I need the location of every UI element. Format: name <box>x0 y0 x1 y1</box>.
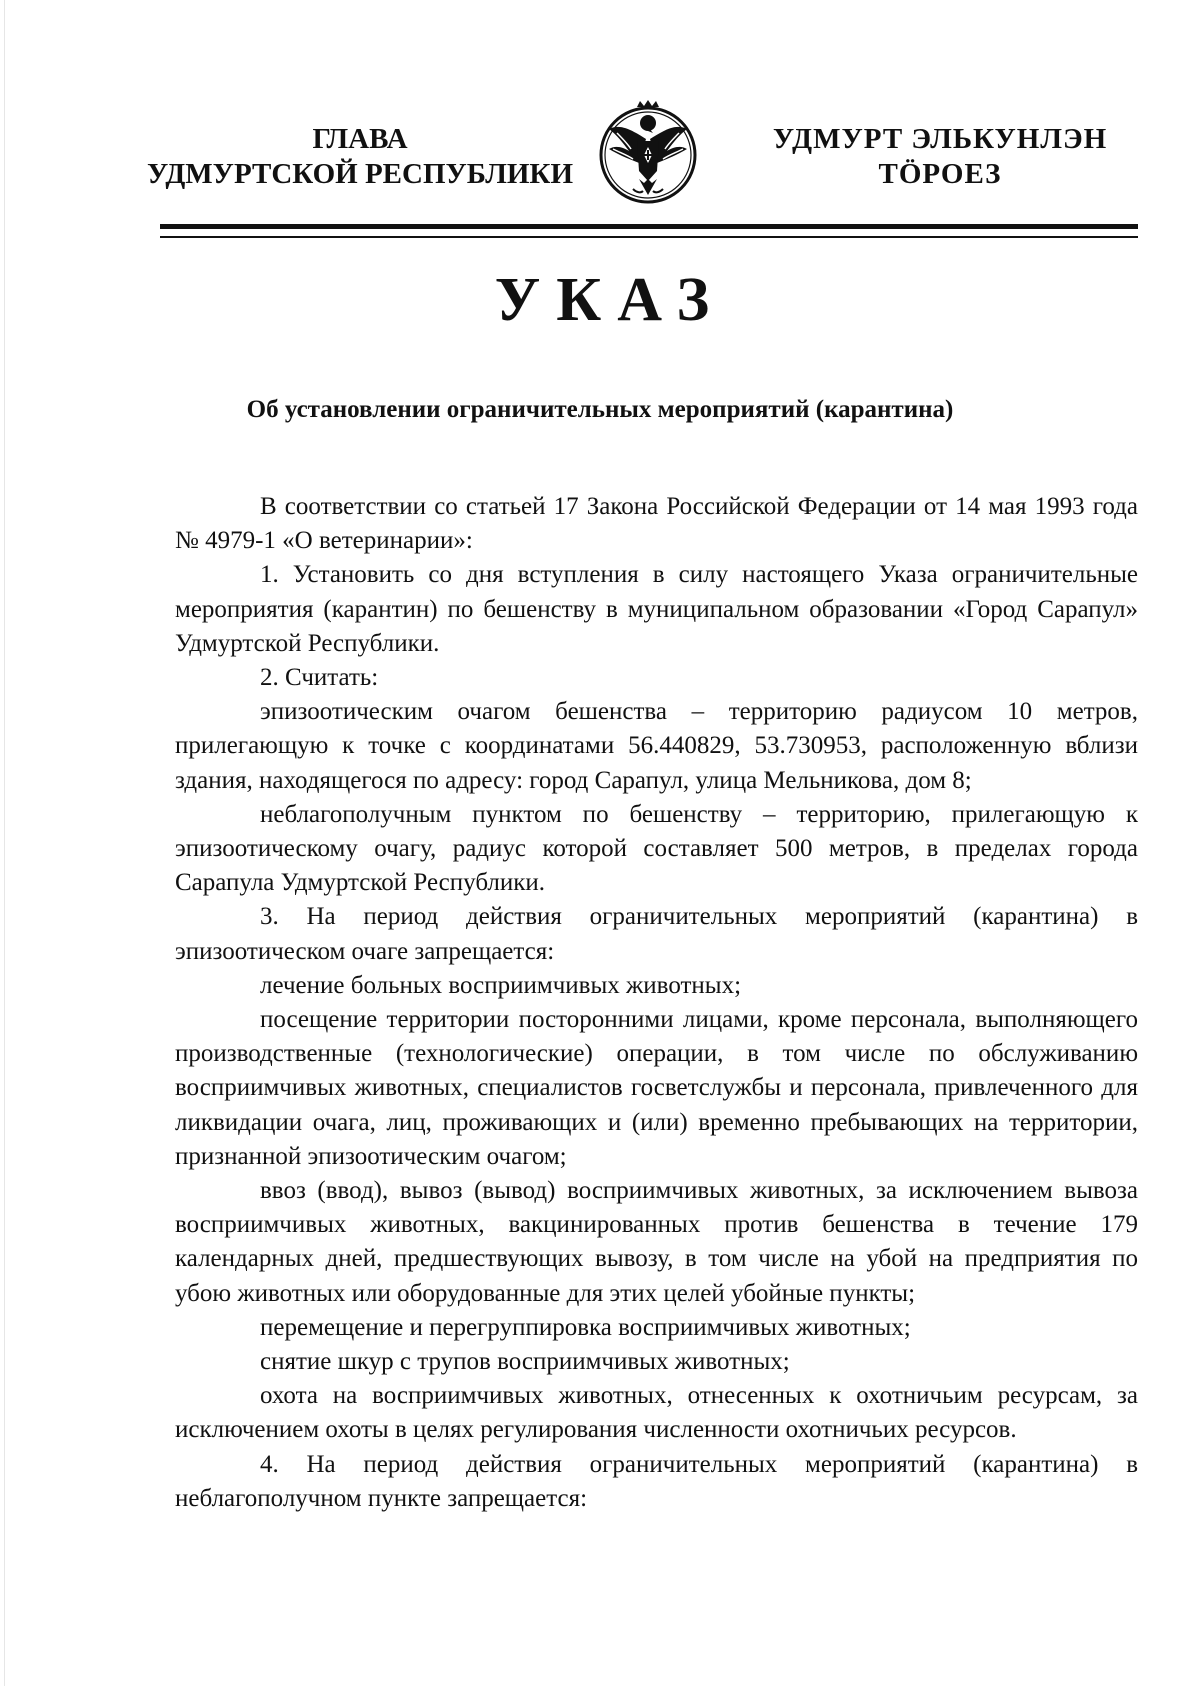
scan-edge-line <box>4 0 5 1686</box>
header-rule-thin <box>160 236 1138 238</box>
body-paragraph: В соответствии со статьей 17 Закона Российской Федерации от 14 мая 1993 года № 4979-1 «О ветеринарии»: <box>175 493 1138 555</box>
body-paragraph: перемещение и перегруппировка восприимчивых животных; <box>260 1313 911 1341</box>
body-paragraph: неблагополучным пунктом по бешенству – территорию, прилегающую к эпизоотическому очагу, радиус которой составляет 500 метров, в пределах города Сарапула Удмуртской Республики. <box>175 800 1138 897</box>
body-paragraph: посещение территории посторонними лицами, кроме персонала, выполняющего производственные (технологические) операции, в том числе по обслуживанию восприимчивых животных, специалистов госветслужбы и персонала, привлеченного для ликвидации очага, лиц, проживающих и (или) временно пребывающих на территории, признанной эпизоотическим очагом; <box>175 1006 1138 1170</box>
body-paragraph: 3. На период действия ограничительных мероприятий (карантина) в эпизоотическом очаге запрещается: <box>175 903 1138 965</box>
header-left-block <box>140 122 580 192</box>
body-paragraph: лечение больных восприимчивых животных; <box>260 971 742 999</box>
body-paragraph: эпизоотическим очагом бешенства – территорию радиусом 10 метров, прилегающую к точке с координатами 56.440829, 53.730953, расположенную вблизи здания, находящегося по адресу: город Сарапул, улица Мельникова, дом 8; <box>175 698 1138 794</box>
document-subject: Об установлении ограничительных мероприятий (карантина) <box>246 396 954 423</box>
body-paragraph: 2. Считать: <box>260 664 379 692</box>
header-rule-thick <box>160 224 1138 229</box>
header-right-line2: ТӦРОЕЗ <box>878 158 1002 190</box>
document-body <box>175 490 1138 1516</box>
document-title: УКАЗ <box>494 266 726 334</box>
body-paragraph: ввоз (ввод), вывоз (вывод) восприимчивых животных, за исключением вывоза восприимчивых животных, вакцинированных против бешенства в течение 179 календарных дней, предшествующих вывозу, в том числе на убой на предприятия по убою животных или оборудованные для этих целей убойные пункты; <box>175 1177 1138 1307</box>
header-left-line1: ГЛАВА <box>312 123 408 155</box>
udmurt-coat-of-arms-icon <box>593 99 703 207</box>
body-paragraph: снятие шкур с трупов восприимчивых животных; <box>260 1348 790 1376</box>
header-right-line1: УДМУРТ ЭЛЬКУНЛЭН <box>772 123 1108 155</box>
header-right-block <box>745 122 1135 192</box>
body-paragraph: 1. Установить со дня вступления в силу настоящего Указа ограничительные мероприятия (карантин) по бешенству в муниципальном образовании «Город Сарапул» Удмуртской Республики. <box>175 561 1138 657</box>
body-paragraph: 4. На период действия ограничительных мероприятий (карантина) в неблагополучном пункте запрещается: <box>175 1450 1138 1512</box>
body-paragraph: охота на восприимчивых животных, отнесенных к охотничьим ресурсам, за исключением охоты в целях регулирования численности охотничьих ресурсов. <box>175 1382 1138 1444</box>
header-left-line2: УДМУРТСКОЙ РЕСПУБЛИКИ <box>146 158 574 190</box>
